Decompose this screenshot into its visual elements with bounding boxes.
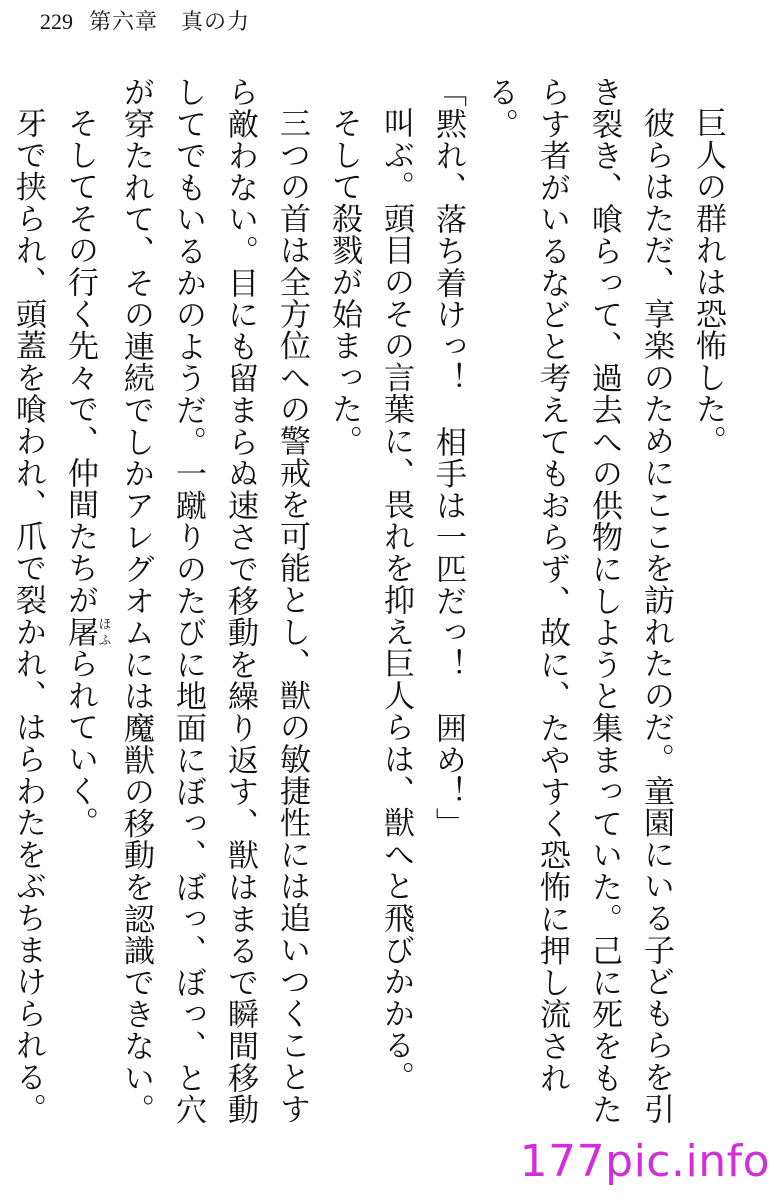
paragraph: 巨人の群れは恐怖した。	[690, 107, 726, 457]
ruby-reading: ほふ	[95, 616, 111, 648]
watermark-text: 177pic.info	[519, 1136, 770, 1187]
text-segment: そしてその行く先々で、仲間たちが	[62, 107, 98, 616]
paragraph: 叫ぶ。頭目のその言葉に、畏れを抑え巨人らは、獣へと飛びかかる。	[378, 107, 414, 1093]
paragraph: 彼らはただ、享楽のためにここを訪れたのだ。童園にいる子どもらを引き裂き、喰らって、過去への供物にしようと集まっていた。己に死をもたらす者がいるなどと考えてもおらず、故に、たやすく恐怖に押し流される。	[482, 76, 674, 1126]
page-number: 229	[40, 9, 73, 34]
chapter-title: 第六章 真の力	[89, 10, 251, 35]
dialogue-line: 「黙れ、落ち着けっ！ 相手は一匹だっ！ 囲め！」	[430, 76, 466, 840]
paragraph-with-ruby	[54, 76, 110, 1136]
paragraph: 三つの首は全方位への警戒を可能とし、獣の敏捷性には追いつくことすら敵わない。目にも留まらぬ速さで移動を繰り返す、獣はまるで瞬間移動してでもいるかのようだ。一蹴りのたびに地面にぼっ、ぼっ、ぼっ、と穴が穿たれて、その連続でしかアレグオムには魔獣の移動を認識できない。	[118, 76, 310, 1126]
ruby-base: 屠	[62, 616, 98, 648]
novel-body-text	[10, 76, 734, 1136]
paragraph: そして殺戮が始まった。	[326, 107, 362, 457]
paragraph: 牙で挟られ、頭蓋を喰われ、爪で裂かれ、はらわたをぶちまけられる。	[10, 107, 46, 1125]
ruby-annotation	[62, 616, 111, 648]
text-segment: られていく。	[62, 647, 98, 839]
page-header	[40, 6, 250, 38]
